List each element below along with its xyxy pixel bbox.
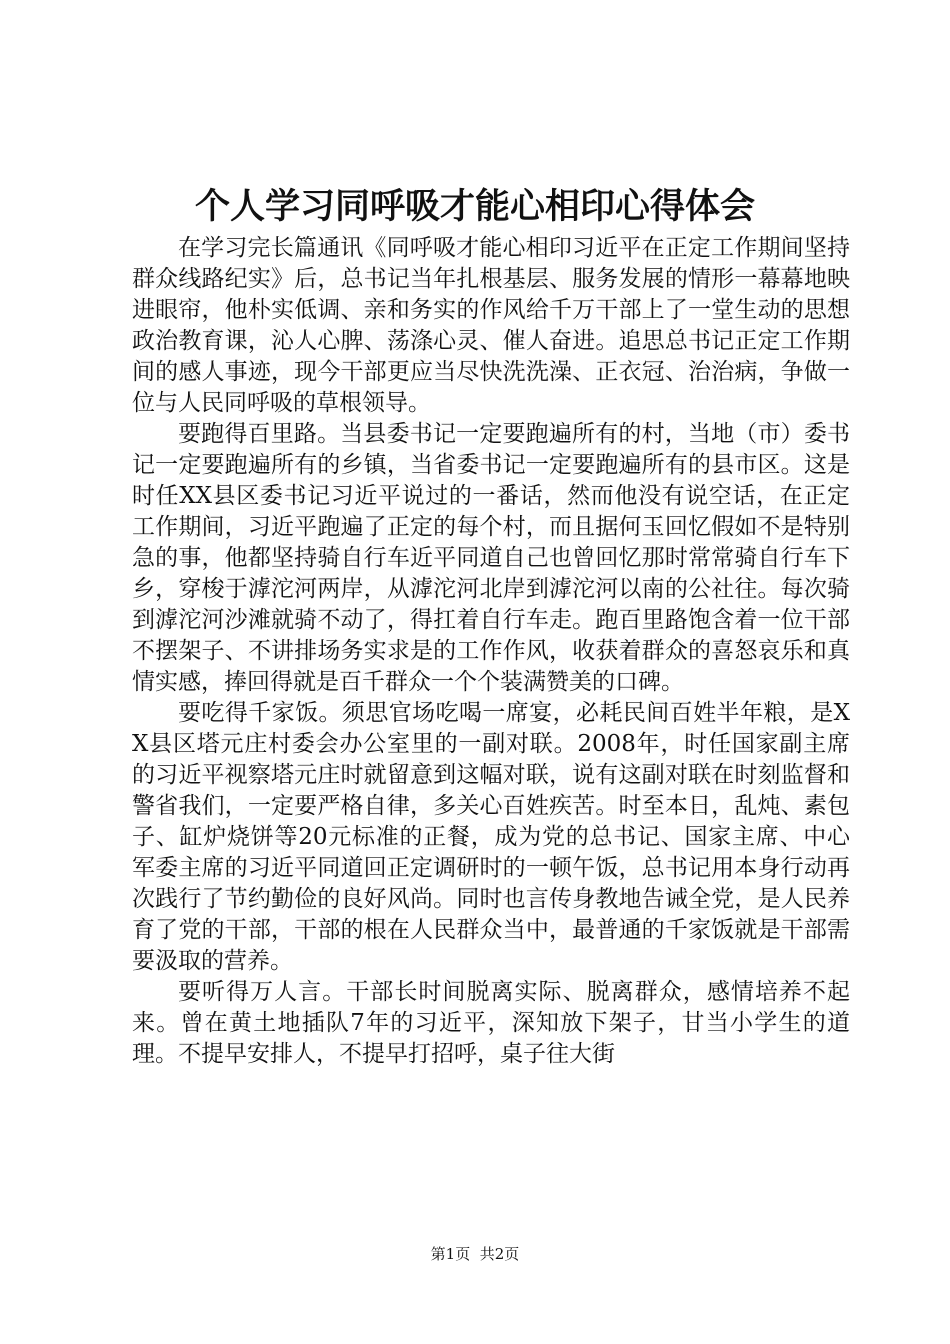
paragraph: 要跑得百里路。当县委书记一定要跑遍所有的村，当地（市）委书记一定要跑遍所有的乡镇，当省委书记一定要跑遍所有的县市区。这是时任XX县区委书记习近平说过的一番话，然而他没有说空话，在正定工作期间，习近平跑遍了正定的每个村，而且据何玉回忆假如不是特别急的事，他都坚持骑自行车近平同道自己也曾回忆那时常常骑自行车下乡，穿梭于滹沱河两岸，从滹沱河北岸到滹沱河以南的公社往。每次骑到滹沱河沙滩就骑不动了，得扛着自行车走。跑百里路饱含着一位干部不摆架子、不讲排场务实求是的工作作风，收获着群众的喜怒哀乐和真情实感，捧回得就是百千群众一个个装满赞美的口碑。 bbox=[132, 421, 850, 695]
page-total: 共2页 bbox=[479, 1245, 520, 1263]
paragraph: 要听得万人言。干部长时间脱离实际、脱离群众，感情培养不起来。曾在黄土地插队7年的习近平，深知放下架子，甘当小学生的道理。不提早安排人，不提早打招呼，桌子往大街 bbox=[132, 979, 850, 1067]
paragraph: 在学习完长篇通讯《同呼吸才能心相印习近平在正定工作期间坚持群众线路纪实》后，总书记当年扎根基层、服务发展的情形一幕幕地映进眼帘，他朴实低调、亲和务实的作风给千万干部上了一堂生动的思想政治教育课，沁人心脾、荡涤心灵、催人奋进。追思总书记正定工作期间的感人事迹，现今干部更应当尽快洗洗澡、正衣冠、治治病，争做一位与人民同呼吸的草根领导。 bbox=[132, 235, 850, 416]
paragraph: 要吃得千家饭。须思官场吃喝一席宴，必耗民间百姓半年粮，是XX县区塔元庄村委会办公室里的一副对联。2008年，时任国家副主席的习近平视察塔元庄时就留意到这幅对联，说有这副对联在时刻监督和警省我们，一定要严格自律，多关心百姓疾苦。时至本日，乱炖、素包子、缸炉烧饼等20元标准的正餐，成为党的总书记、国家主席、中心军委主席的习近平同道回正定调研时的一顿午饭，总书记用本身行动再次践行了节约勤俭的良好风尚。同时也言传身教地告诫全党，是人民养育了党的干部，干部的根在人民群众当中，最普通的千家饭就是干部需要汲取的营养。 bbox=[132, 700, 850, 974]
document-body bbox=[132, 233, 850, 1070]
document-title: 个人学习同呼吸才能心相印心得体会 bbox=[194, 186, 755, 227]
page-footer bbox=[0, 1244, 950, 1264]
page-number: 第1页 bbox=[430, 1245, 471, 1263]
